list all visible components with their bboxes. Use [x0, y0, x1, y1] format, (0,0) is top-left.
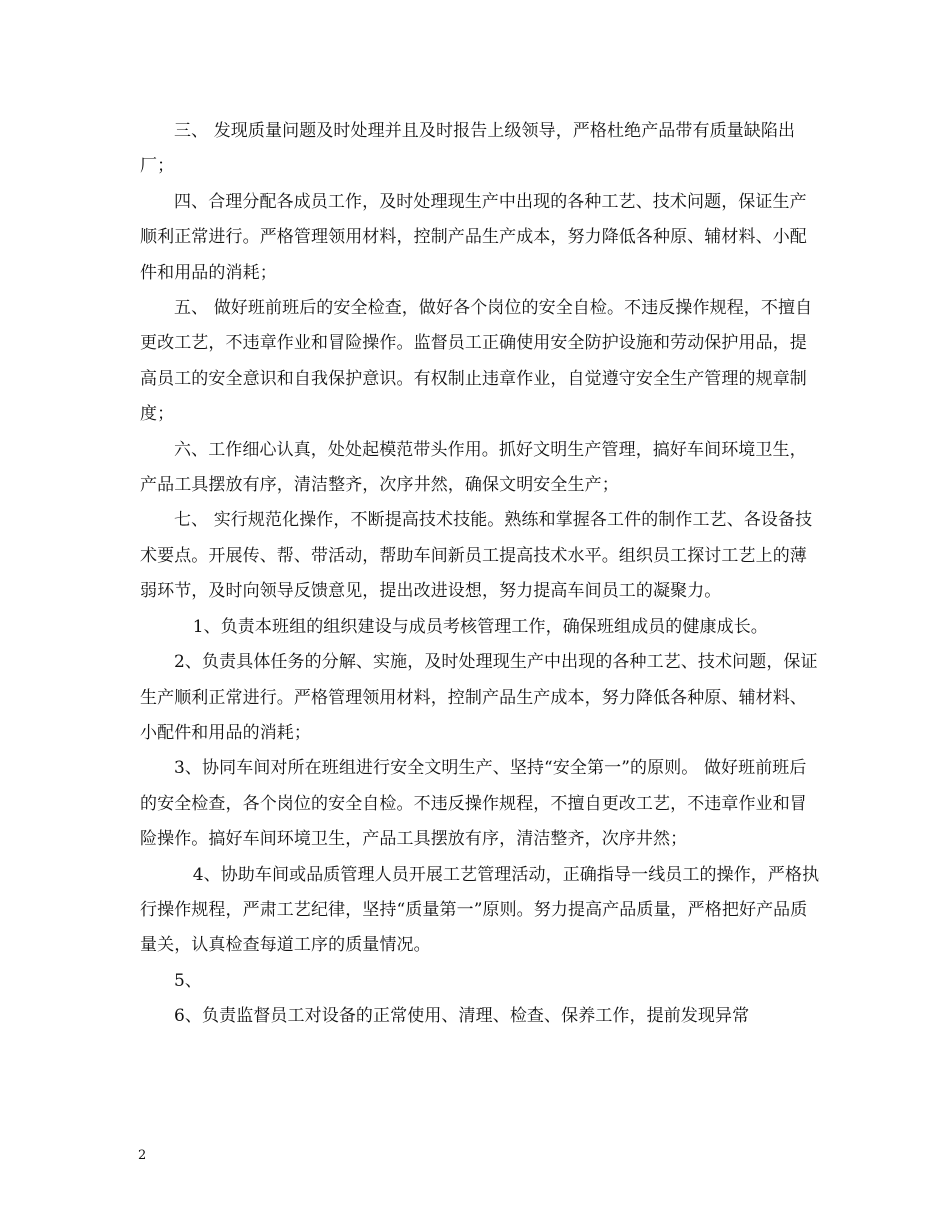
- paragraph-item-3: 三、 发现质量问题及时处理并且及时报告上级领导，严格杜绝产品带有质量缺陷出厂；: [140, 121, 796, 177]
- paragraph-item-4: 四、合理分配各成员工作，及时处理现生产中出现的各种工艺、技术问题，保证生产顺利正常进行。严格管理领用材料，控制产品生产成本，努力降低各种原、辅材料、小配件和用品的消耗；: [140, 191, 807, 283]
- paragraph-item-7: 七、 实行规范化操作，不断提高技术技能。熟练和掌握各工件的制作工艺、各设备技术要点。开展传、帮、带活动，帮助车间新员工提高技术水平。组织员工探讨工艺上的薄弱环节，及时向领导反馈意见，提出改进设想，努力提高车间员工的凝聚力。: [140, 510, 813, 602]
- paragraph-item-6: 六、工作细心认真，处处起模范带头作用。抓好文明生产管理，搞好车间环境卫生，产品工具摆放有序，清洁整齐，次序井然，确保文明安全生产；: [140, 439, 807, 496]
- paragraph-duty-2: 2、负责具体任务的分解、实施，及时处理现生产中出现的各种工艺、技术问题，保证生产顺利正常进行。严格管理领用材料，控制产品生产成本，努力降低各种原、辅材料、小配件和用品的消耗；: [140, 652, 818, 743]
- paragraph-duty-3: 3、协同车间对所在班组进行安全文明生产、坚持“安全第一”的原则。 做好班前班后的安全检查，各个岗位的安全自检。不违反操作规程，不擅自更改工艺，不违章作业和冒险操作。搞好车间环境卫生，产品工具摆放有序，清洁整齐，次序井然；: [140, 758, 807, 850]
- paragraph-duty-1: 1、负责本班组的组织建设与成员考核管理工作，确保班组成员的健康成长。: [192, 616, 768, 637]
- paragraph-duty-5: 5、: [174, 970, 203, 991]
- document-body: [140, 114, 820, 1035]
- paragraph-duty-6: 6、负责监督员工对设备的正常使用、清理、检查、保养工作，提前发现异常: [174, 1006, 750, 1027]
- paragraph-item-5: 五、 做好班前班后的安全检查，做好各个岗位的安全自检。不违反操作规程，不擅自更改工艺，不违章作业和冒险操作。监督员工正确使用安全防护设施和劳动保护用品，提高员工的安全意识和自我保护意识。有权制止违章作业，自觉遵守安全生产管理的规章制度；: [140, 298, 813, 425]
- page-number: 2: [138, 1148, 147, 1163]
- paragraph-duty-4: 4、协助车间或品质管理人员开展工艺管理活动，正确指导一线员工的操作，严格执行操作规程，严肃工艺纪律，坚持“质量第一”原则。努力提高产品质量，严格把好产品质量关，认真检查每道工序的质量情况。: [140, 864, 820, 956]
